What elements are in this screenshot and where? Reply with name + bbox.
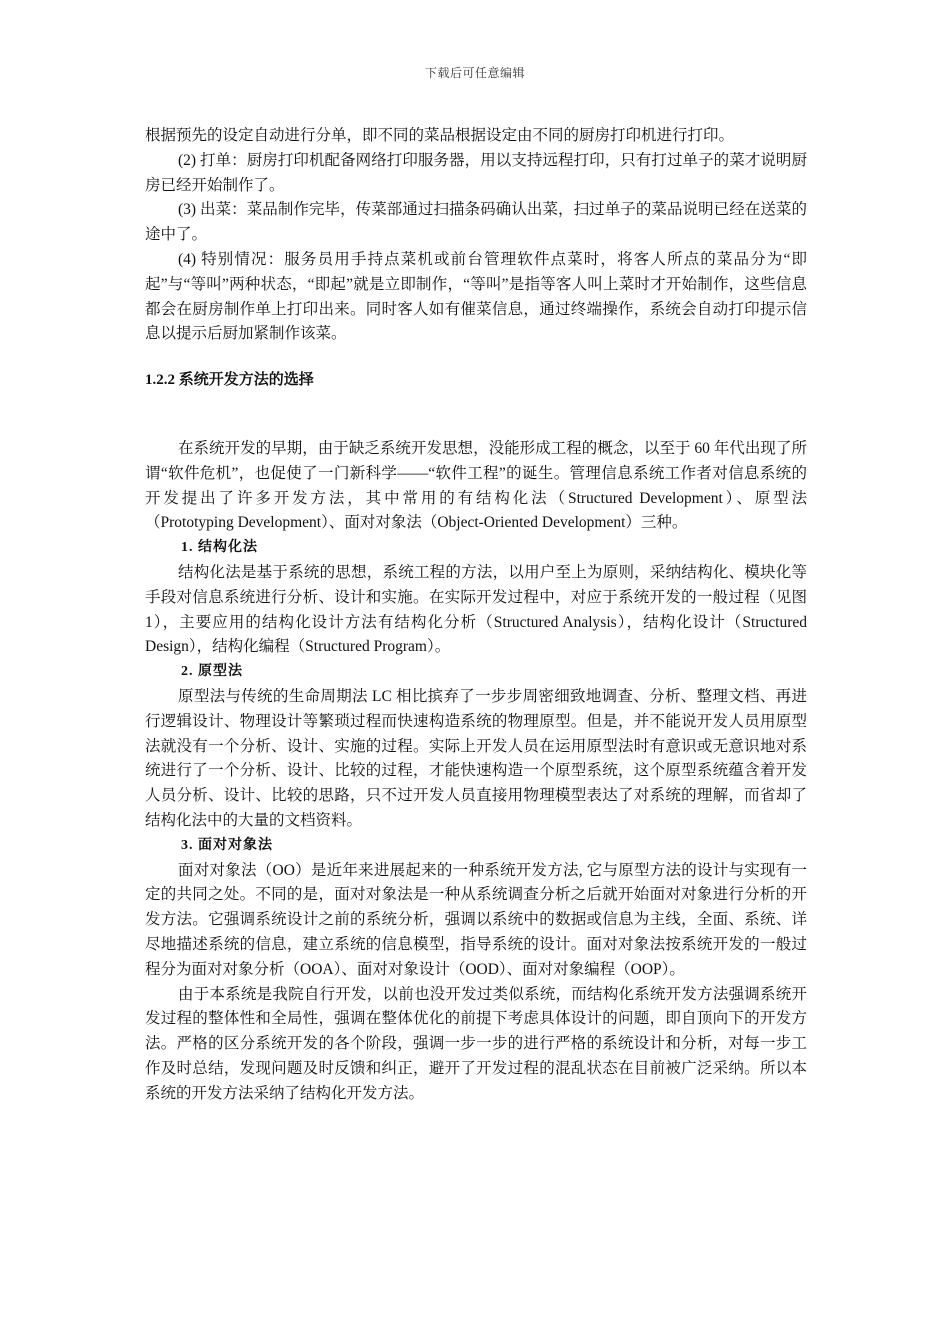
method-body-object-oriented: 面对对象法（OO）是近年来进展起来的一种系统开发方法, 它与原型方法的设计与实现有一定的共同之处。不同的是，面对对象法是一种从系统调查分析之后就开始面对对象进行分析的开发方法。它强调系统设计之前的系统分析，强调以系统中的数据或信息为主线，全面、系统、详尽地描述系统的信息，建立系统的信息模型，指导系统的设计。面对对象法按系统开发的一般过程分为面对对象分析（OOA）、面对对象设计（OOD）、面对对象编程（OOP）。	[145, 861, 807, 978]
section-intro: 在系统开发的早期，由于缺乏系统开发思想，没能形成工程的概念，以至于 60 年代出现了所谓“软件危机”，也促使了一门新科学——“软件工程”的诞生。管理信息系统工作者对信息系统的开发提出了许多开发方法，其中常用的有结构化法（Structured Development）、原型法（Prototyping Development）、面对对象法（Object-Oriented Development）三种。	[145, 439, 807, 532]
paragraph-continuation: 根据预先的设定自动进行分单，即不同的菜品根据设定由不同的厨房打印机进行打印。	[145, 127, 735, 144]
document-body	[145, 124, 807, 1106]
method-body-prototype: 原型法与传统的生命周期法 LC 相比摈弃了一步步周密细致地调查、分析、整理文档、再进行逻辑设计、物理设计等繁琐过程而快速构造系统的物理原型。但是，并不能说开发人员用原型法就没有一个分析、设计、实施的过程。实际上开发人员在运用原型法时有意识或无意识地对系统进行了一个分析、设计、比较的过程，才能快速构造一个原型系统，这个原型系统蕴含着开发人员分析、设计、比较的思路，只不过开发人员直接用物理模型表达了对系统的理解，而省却了结构化法中的大量的文档资料。	[145, 687, 807, 829]
paragraph-special-cases: (4) 特别情况：服务员用手持点菜机或前台管理软件点菜时，将客人所点的菜品分为“即起”与“等叫”两种状态，“即起”就是立即制作，“等叫”是指等客人叫上菜时才开始制作，这些信息都会在厨房制作单上打印出来。同时客人如有催菜信息，通过终端操作，系统会自动打印提示信息以提示后厨加紧制作该菜。	[145, 250, 807, 343]
paragraph-print-order: (2) 打单：厨房打印机配备网络打印服务器，用以支持远程打印，只有打过单子的菜才说明厨房已经开始制作了。	[145, 151, 807, 194]
method-heading-object-oriented: 3. 面对对象法	[181, 837, 273, 853]
conclusion-paragraph: 由于本系统是我院自行开发，以前也没开发过类似系统，而结构化系统开发方法强调系统开发过程的整体性和全局性，强调在整体优化的前提下考虑具体设计的问题，即自顶向下的开发方法。严格的区分系统开发的各个阶段，强调一步一步的进行严格的系统设计和分析，对每一步工作及时总结，发现问题及时反馈和纠正，避开了开发过程的混乱状态在目前被广泛采纳。所以本系统的开发方法采纳了结构化开发方法。	[145, 985, 807, 1102]
method-heading-structured: 1. 结构化法	[181, 540, 258, 556]
method-body-structured: 结构化法是基于系统的思想，系统工程的方法，以用户至上为原则，采纳结构化、模块化等手段对信息系统进行分析、设计和实施。在实际开发过程中，对应于系统开发的一般过程（见图 1），主要应用的结构化设计方法有结构化分析（Structured Analysis），结构化设计（Structured Design），结构化编程（Structured Program）。	[145, 563, 807, 656]
section-heading: 1.2.2 系统开发方法的选择	[145, 372, 314, 389]
section-gap	[145, 393, 807, 437]
method-heading-prototype: 2. 原型法	[181, 664, 243, 680]
page-header: 下载后可任意编辑	[424, 66, 525, 80]
paragraph-serve-dish: (3) 出菜：菜品制作完毕，传菜部通过扫描条码确认出菜，扫过单子的菜品说明已经在送菜的途中了。	[145, 201, 807, 244]
